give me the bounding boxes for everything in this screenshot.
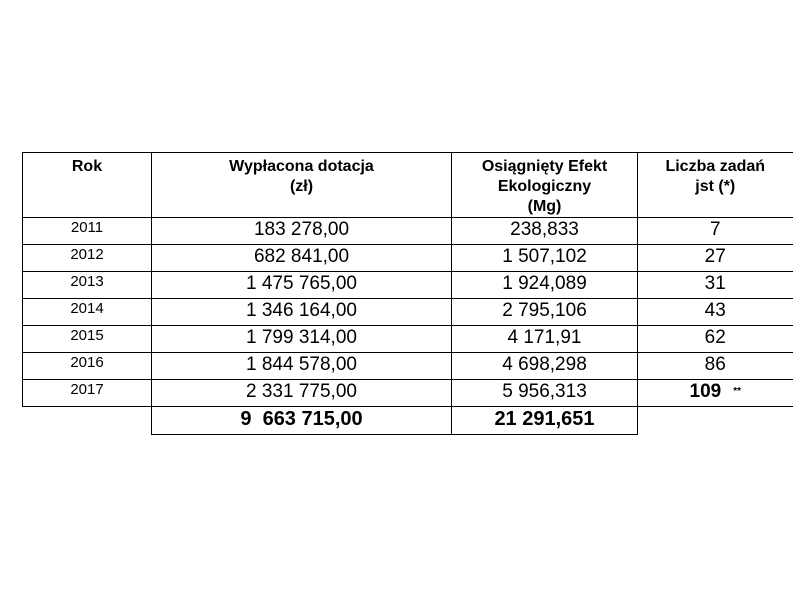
table-row: [23, 245, 793, 272]
year-cell: 2017: [23, 380, 152, 407]
tasks-cell: 31: [638, 272, 793, 299]
header-row: [23, 153, 793, 218]
subsidy-cell: 1 844 578,00: [152, 353, 452, 380]
tasks-cell: 7: [638, 218, 793, 245]
total-effect-cell: 21 291,651: [452, 407, 638, 435]
header-effect-line2: Ekologiczny: [497, 178, 592, 195]
header-tasks-line1: Liczba zadań: [665, 158, 766, 175]
effect-cell: 4 698,298: [452, 353, 638, 380]
effect-cell: 1 507,102: [452, 245, 638, 272]
totals-blank-cell-right: [638, 407, 793, 435]
header-subsidy-line2: (zł): [289, 178, 314, 195]
table-row: [23, 380, 793, 407]
subsidy-cell: 2 331 775,00: [152, 380, 452, 407]
effect-cell: 1 924,089: [452, 272, 638, 299]
table-row: [23, 272, 793, 299]
effect-cell: 4 171,91: [452, 326, 638, 353]
effect-cell: 5 956,313: [452, 380, 638, 407]
year-cell: 2016: [23, 353, 152, 380]
table-row: [23, 353, 793, 380]
year-cell: 2011: [23, 218, 152, 245]
effect-cell: 2 795,106: [452, 299, 638, 326]
table-row: [23, 326, 793, 353]
total-subsidy-cell: 9 663 715,00: [152, 407, 452, 435]
table-row: [23, 299, 793, 326]
header-subsidy-line1: Wypłacona dotacja: [229, 158, 374, 175]
tasks-cell: 86: [638, 353, 793, 380]
subsidy-cell: 1 799 314,00: [152, 326, 452, 353]
subsidy-cell: 1 346 164,00: [152, 299, 452, 326]
year-cell: 2012: [23, 245, 152, 272]
header-year: [23, 153, 152, 218]
tasks-cell: 43: [638, 299, 793, 326]
header-effect-line3: (Mg): [527, 198, 562, 215]
subsidy-cell: 183 278,00: [152, 218, 452, 245]
footnote-mark: **: [733, 386, 741, 397]
totals-blank-cell: [23, 407, 152, 435]
header-tasks: [638, 153, 793, 218]
header-subsidy: [152, 153, 452, 218]
tasks-cell: [638, 380, 793, 407]
year-cell: 2013: [23, 272, 152, 299]
tasks-cell: 27: [638, 245, 793, 272]
totals-row: [23, 407, 793, 435]
tasks-value: 109: [689, 381, 722, 403]
header-effect: [452, 153, 638, 218]
subsidy-cell: 682 841,00: [152, 245, 452, 272]
subsidy-table: [22, 152, 793, 435]
tasks-cell: 62: [638, 326, 793, 353]
header-tasks-line2: jst (*): [695, 178, 736, 195]
subsidy-cell: 1 475 765,00: [152, 272, 452, 299]
year-cell: 2015: [23, 326, 152, 353]
table-row: [23, 218, 793, 245]
effect-cell: 238,833: [452, 218, 638, 245]
year-cell: 2014: [23, 299, 152, 326]
header-year-label: Rok: [71, 158, 103, 175]
header-effect-line1: Osiągnięty Efekt: [481, 158, 608, 175]
